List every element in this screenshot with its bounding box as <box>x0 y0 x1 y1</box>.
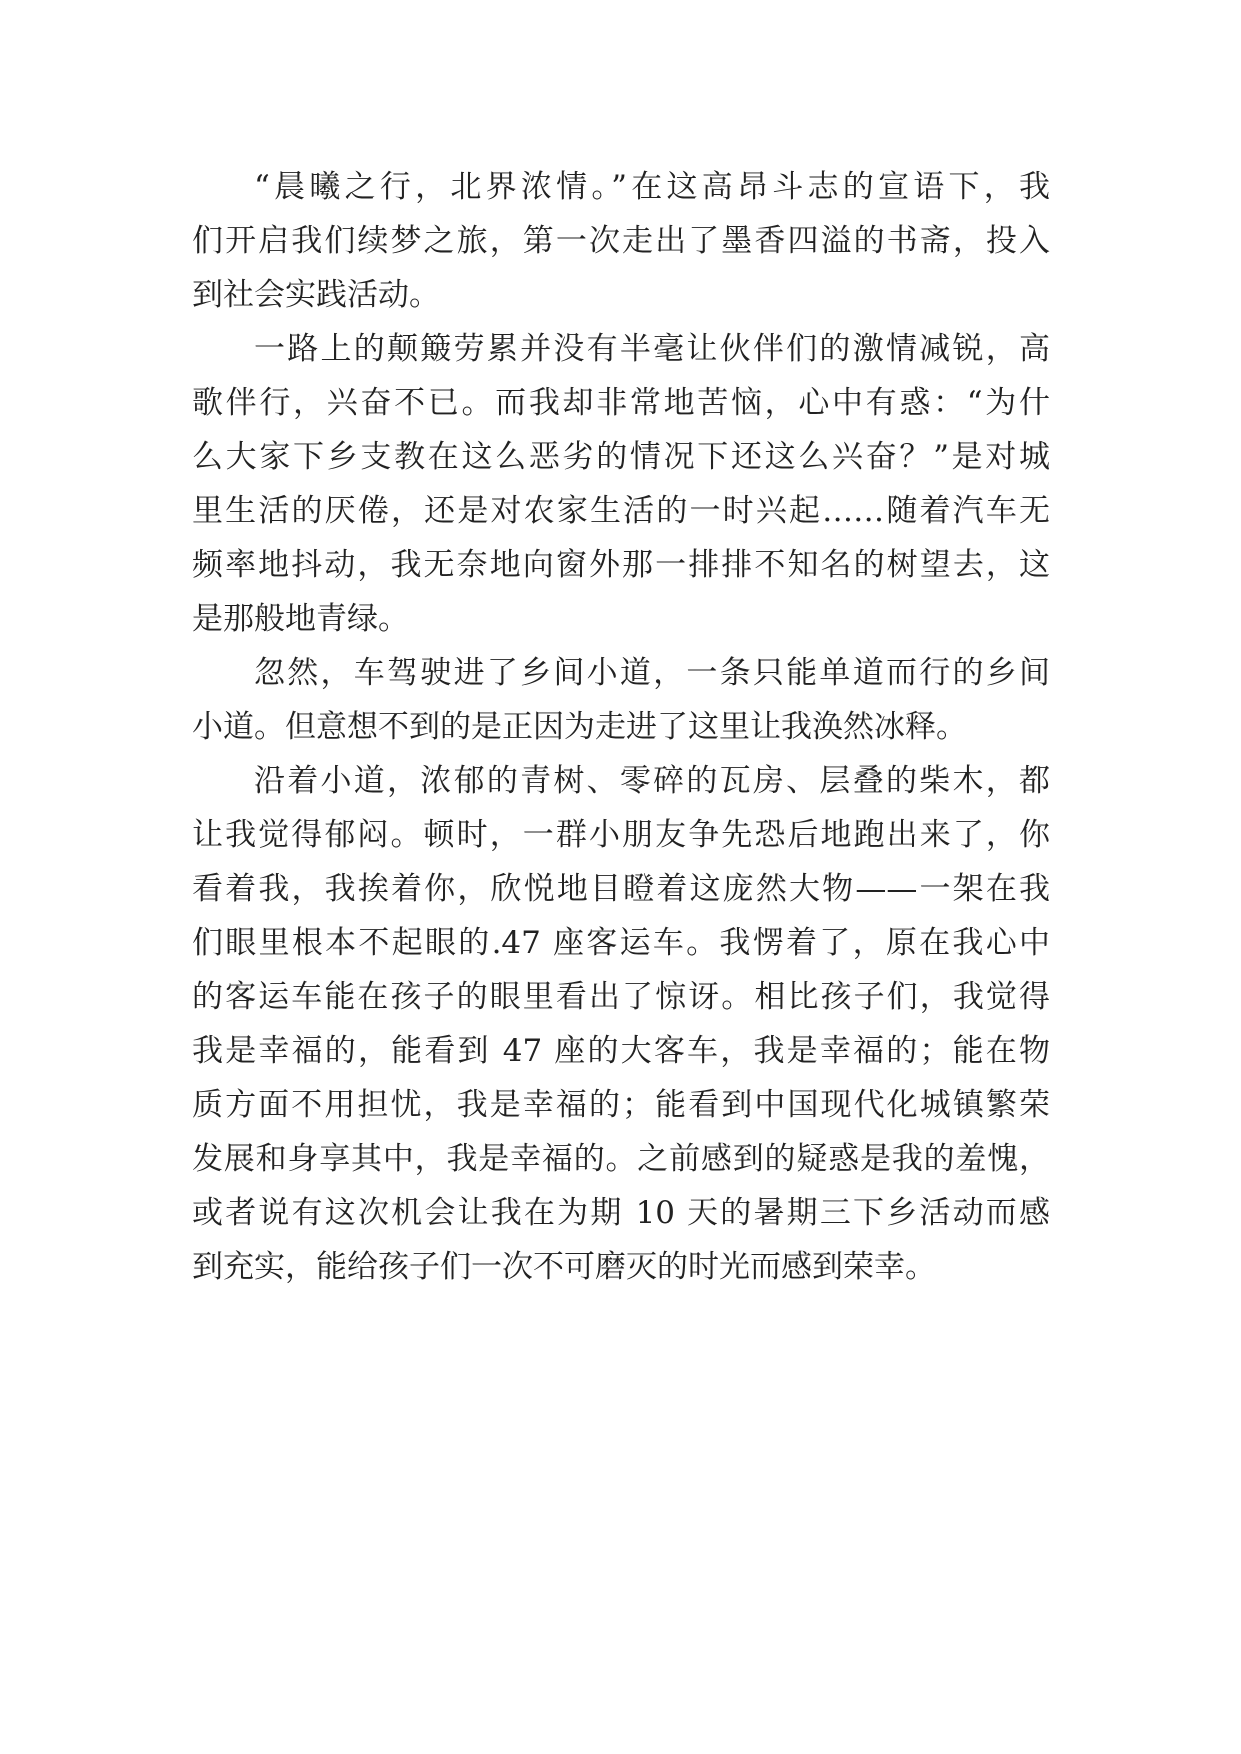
text-line: 小道。但意想不到的是正因为走进了这里让我涣然冰释。 <box>192 709 967 745</box>
text-line: 是那般地青绿。 <box>192 601 409 637</box>
paragraph <box>192 160 1050 322</box>
text-line: 质方面不用担忧，我是幸福的；能看到中国现代化城镇繁荣 <box>192 1087 1050 1123</box>
text-line: 一路上的颠簸劳累并没有半毫让伙伴们的激情减锐，高 <box>254 331 1050 367</box>
text-line: 们开启我们续梦之旅，第一次走出了墨香四溢的书斋，投入 <box>192 223 1050 259</box>
text-line: 的客运车能在孩子的眼里看出了惊讶。相比孩子们，我觉得 <box>192 979 1050 1015</box>
paragraph <box>192 754 1050 1294</box>
text-line: 沿着小道，浓郁的青树、零碎的瓦房、层叠的柴木，都 <box>254 763 1050 799</box>
text-line: 频率地抖动，我无奈地向窗外那一排排不知名的树望去，这 <box>192 547 1050 583</box>
text-line: 到社会实践活动。 <box>192 277 440 313</box>
text-line: “晨曦之行，北界浓情。”在这高昂斗志的宣语下，我 <box>254 169 1050 205</box>
paragraph <box>192 322 1050 646</box>
text-line: 发展和身享其中，我是幸福的。之前感到的疑惑是我的羞愧， <box>192 1141 1050 1177</box>
text-line: 们眼里根本不起眼的.47 座客运车。我愣着了，原在我心中 <box>192 925 1050 961</box>
text-line: 忽然，车驾驶进了乡间小道，一条只能单道而行的乡间 <box>254 655 1050 691</box>
text-line: 到充实，能给孩子们一次不可磨灭的时光而感到荣幸。 <box>192 1249 936 1285</box>
text-line: 里生活的厌倦，还是对农家生活的一时兴起……随着汽车无 <box>192 493 1050 529</box>
body-text <box>192 160 1050 1294</box>
text-line: 歌伴行，兴奋不已。而我却非常地苦恼，心中有惑：“为什 <box>192 385 1050 421</box>
text-line: 让我觉得郁闷。顿时，一群小朋友争先恐后地跑出来了，你 <box>192 817 1050 853</box>
paragraph <box>192 646 1050 754</box>
text-line: 么大家下乡支教在这么恶劣的情况下还这么兴奋？”是对城 <box>192 439 1050 475</box>
text-line: 或者说有这次机会让我在为期 10 天的暑期三下乡活动而感 <box>192 1195 1050 1231</box>
text-line: 看着我，我挨着你，欣悦地目瞪着这庞然大物——一架在我 <box>192 871 1050 907</box>
text-line: 我是幸福的，能看到 47 座的大客车，我是幸福的；能在物 <box>192 1033 1050 1069</box>
